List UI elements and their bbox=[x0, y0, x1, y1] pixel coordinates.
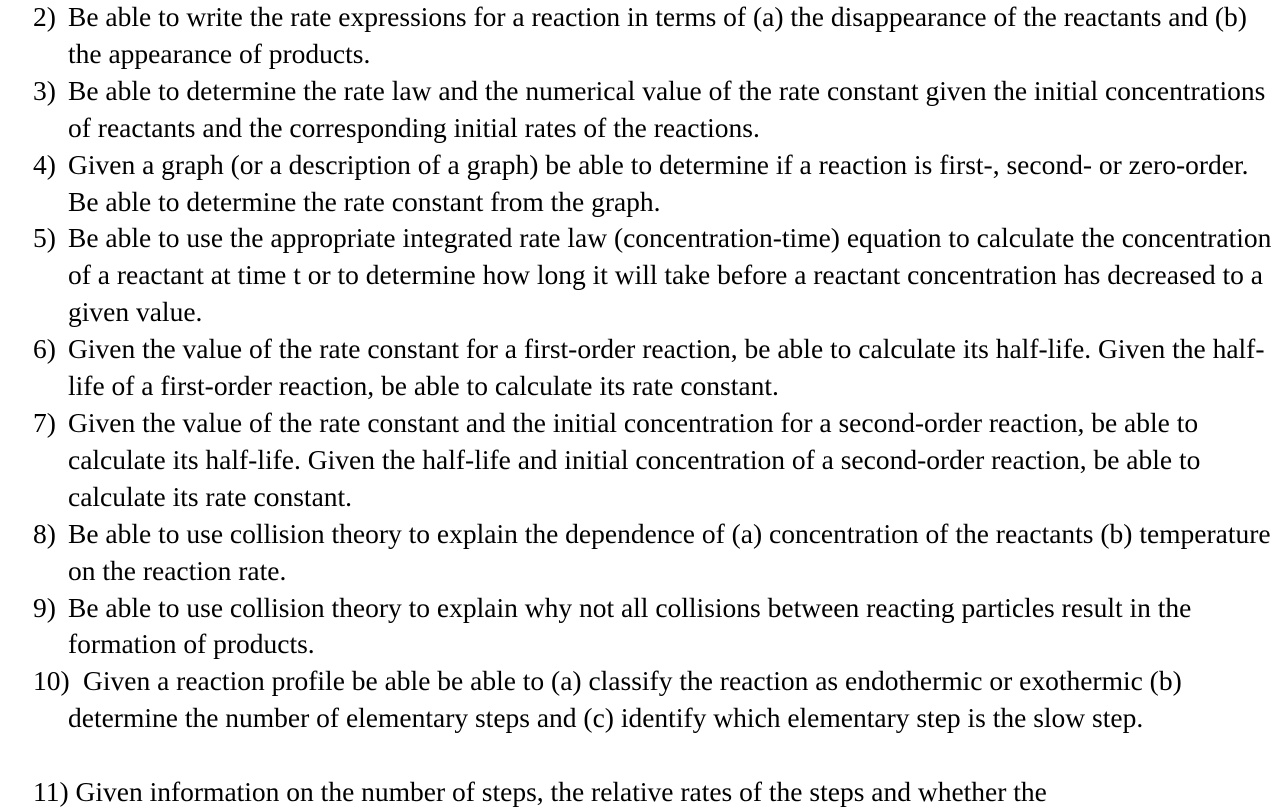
list-item bbox=[0, 331, 1284, 405]
item-text: Be able to write the rate expressions for a reaction in terms of (a) the disappearance of the reactants and (b) the appearance of products. bbox=[68, 1, 1247, 69]
item-number: 3) bbox=[33, 74, 56, 106]
list-item bbox=[0, 0, 1284, 73]
list-item bbox=[0, 147, 1284, 221]
list-item bbox=[0, 73, 1284, 147]
list-item bbox=[0, 516, 1284, 590]
item-text: Be able to use the appropriate integrated rate law (concentration-time) equation to calculate the concentration of a reactant at time t or to determine how long it will take before a reactant concentration has decreased to a given value. bbox=[68, 222, 1272, 328]
cutoff-line-bottom bbox=[33, 773, 1273, 807]
list-item bbox=[0, 220, 1284, 331]
item-text: Be able to use collision theory to explain why not all collisions between reacting particles result in the formation of products. bbox=[68, 591, 1192, 660]
item-number: 8) bbox=[33, 517, 56, 549]
item-number: 5) bbox=[33, 222, 56, 254]
item-number: 2) bbox=[33, 1, 56, 32]
item-number: 4) bbox=[33, 148, 56, 180]
item-text: Given the value of the rate constant for a first-order reaction, be able to calculate its half-life. Given the half-life of a first-order reaction, be able to calculate its rate constant. bbox=[68, 333, 1265, 402]
item-text: Given a reaction profile be able be able to (a) classify the reaction as endothermic or exothermic (b) determine the number of elementary steps and (c) identify which elementary step is the slow step. bbox=[68, 665, 1182, 734]
item-text: Given the value of the rate constant and the initial concentration for a second-order reaction, be able to calculate its half-life. Given the half-life and initial concentration of a second-order reaction, be able to calculate its rate constant. bbox=[68, 406, 1201, 512]
cutoff-line-bottom-text: 11) Given information on the number of steps, the relative rates of the steps and whether the bbox=[33, 776, 1047, 807]
item-number: 9) bbox=[33, 591, 56, 623]
item-text: Given a graph (or a description of a graph) be able to determine if a reaction is first-, second- or zero-order. Be able to determine the rate constant from the graph. bbox=[68, 148, 1249, 217]
item-number: 7) bbox=[33, 406, 56, 438]
list-item bbox=[0, 405, 1284, 516]
list-item bbox=[0, 590, 1284, 664]
item-text: Be able to use collision theory to explain the dependence of (a) concentration of the reactants (b) temperature on the reaction rate. bbox=[68, 517, 1271, 586]
item-number: 6) bbox=[33, 333, 56, 365]
list-item bbox=[0, 663, 1284, 737]
item-text: Be able to determine the rate law and the numerical value of the rate constant given the initial concentrations of reactants and the corresponding initial rates of the reactions. bbox=[68, 74, 1266, 143]
item-number: 10) bbox=[33, 665, 70, 697]
